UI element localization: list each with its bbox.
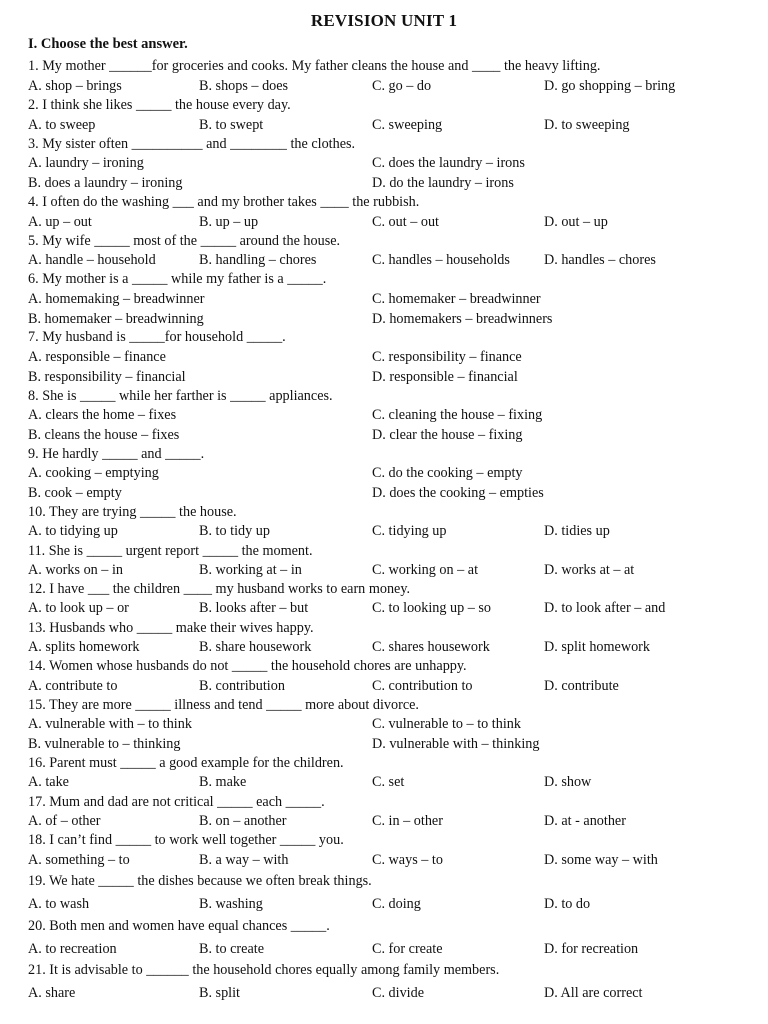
answer-option-c[interactable]: C. tidying up	[372, 523, 447, 539]
answer-option-d[interactable]: D. All are correct	[544, 985, 643, 1001]
answer-option-b[interactable]: B. contribution	[199, 678, 285, 694]
question-stem: 7. My husband is _____for household _____.	[28, 329, 286, 345]
answer-option-b[interactable]: B. on – another	[199, 813, 287, 829]
question-21	[28, 962, 748, 982]
answer-option-a[interactable]: A. works on – in	[28, 562, 123, 578]
answer-option-c[interactable]: C. in – other	[372, 813, 443, 829]
answer-option-d[interactable]: D. show	[544, 774, 592, 790]
answer-option-c[interactable]: C. to looking up – so	[372, 600, 492, 616]
question-stem: 11. She is _____ urgent report _____ the moment.	[28, 543, 313, 559]
question-6-options-row	[28, 291, 748, 311]
question-14	[28, 658, 748, 678]
question-8	[28, 388, 748, 408]
answer-option-c[interactable]: C. doing	[372, 896, 421, 912]
answer-option[interactable]: C. vulnerable to – to think	[372, 716, 521, 732]
answer-option-d[interactable]: D. to do	[544, 896, 591, 912]
answer-option[interactable]: A. clears the home – fixes	[28, 407, 177, 423]
question-19-options-row	[28, 896, 748, 916]
answer-option-b[interactable]: B. washing	[199, 896, 263, 912]
question-9-options-row	[28, 485, 748, 505]
answer-option-d[interactable]: D. handles – chores	[544, 252, 656, 268]
answer-option[interactable]: A. responsible – finance	[28, 349, 166, 365]
question-stem: 8. She is _____ while her farther is _____ appliances.	[28, 388, 333, 404]
question-10	[28, 504, 748, 524]
answer-option-c[interactable]: C. for create	[372, 941, 443, 957]
question-2-options-row	[28, 117, 748, 137]
question-stem: 10. They are trying _____ the house.	[28, 504, 237, 520]
question-stem: 4. I often do the washing ___ and my brother takes ____ the rubbish.	[28, 194, 420, 210]
answer-option-d[interactable]: D. at - another	[544, 813, 626, 829]
question-5	[28, 233, 748, 253]
question-16-options-row	[28, 774, 748, 794]
question-1-options-row	[28, 78, 748, 98]
question-stem: 14. Women whose husbands do not _____ the household chores are unhappy.	[28, 658, 467, 674]
question-10-options-row	[28, 523, 748, 543]
answer-option-c[interactable]: C. working on – at	[372, 562, 479, 578]
answer-option-c[interactable]: C. contribution to	[372, 678, 473, 694]
answer-option-c[interactable]: C. go – do	[372, 78, 432, 94]
question-21-options-row	[28, 985, 748, 1005]
answer-option-c[interactable]: C. ways – to	[372, 852, 443, 868]
answer-option-d[interactable]: D. to sweeping	[544, 117, 630, 133]
question-9-options-row	[28, 465, 748, 485]
answer-option-d[interactable]: D. go shopping – bring	[544, 78, 676, 94]
answer-option[interactable]: B. vulnerable to – thinking	[28, 736, 181, 752]
question-3-options-row	[28, 155, 748, 175]
answer-option-d[interactable]: D. split homework	[544, 639, 651, 655]
answer-option[interactable]: B. cleans the house – fixes	[28, 427, 180, 443]
answer-option[interactable]: D. responsible – financial	[372, 369, 518, 385]
answer-option[interactable]: D. do the laundry – irons	[372, 175, 514, 191]
question-stem: 5. My wife _____ most of the _____ around the house.	[28, 233, 341, 249]
answer-option-a[interactable]: A. shop – brings	[28, 78, 122, 94]
question-7-options-row	[28, 349, 748, 369]
answer-option-d[interactable]: D. to look after – and	[544, 600, 666, 616]
answer-option-b[interactable]: B. to swept	[199, 117, 264, 133]
answer-option-b[interactable]: B. working at – in	[199, 562, 302, 578]
question-3-options-row	[28, 175, 748, 195]
answer-option[interactable]: A. homemaking – breadwinner	[28, 291, 205, 307]
answer-option-a[interactable]: A. to sweep	[28, 117, 96, 133]
question-11-options-row	[28, 562, 748, 582]
section-heading: I. Choose the best answer.	[28, 36, 188, 52]
answer-option-b[interactable]: B. up – up	[199, 214, 259, 230]
question-stem: 18. I can’t find _____ to work well together _____ you.	[28, 832, 344, 848]
answer-option-b[interactable]: B. share housework	[199, 639, 312, 655]
question-3	[28, 136, 748, 156]
question-15-options-row	[28, 716, 748, 736]
question-20-options-row	[28, 941, 748, 961]
answer-option-a[interactable]: A. handle – household	[28, 252, 156, 268]
answer-option[interactable]: A. laundry – ironing	[28, 155, 144, 171]
answer-option[interactable]: B. homemaker – breadwinning	[28, 311, 204, 327]
answer-option-a[interactable]: A. up – out	[28, 214, 92, 230]
question-18	[28, 832, 748, 852]
answer-option-b[interactable]: B. shops – does	[199, 78, 289, 94]
question-11	[28, 543, 748, 563]
question-stem: 1. My mother ______for groceries and cooks. My father cleans the house and ____ the heavy lifting.	[28, 58, 601, 74]
question-15-options-row	[28, 736, 748, 756]
answer-option-c[interactable]: C. set	[372, 774, 405, 790]
answer-option-c[interactable]: C. sweeping	[372, 117, 443, 133]
question-16	[28, 755, 748, 775]
question-20	[28, 918, 748, 938]
question-stem: 9. He hardly _____ and _____.	[28, 446, 205, 462]
question-stem: 2. I think she likes _____ the house every day.	[28, 97, 291, 113]
answer-option[interactable]: C. does the laundry – irons	[372, 155, 525, 171]
answer-option-d[interactable]: D. contribute	[544, 678, 619, 694]
question-13	[28, 620, 748, 640]
answer-option-b[interactable]: B. a way – with	[199, 852, 289, 868]
answer-option-b[interactable]: B. make	[199, 774, 247, 790]
answer-option-c[interactable]: C. handles – households	[372, 252, 510, 268]
answer-option-a[interactable]: A. share	[28, 985, 76, 1001]
answer-option[interactable]: D. homemakers – breadwinners	[372, 311, 553, 327]
question-18-options-row	[28, 852, 748, 872]
answer-option-b[interactable]: B. handling – chores	[199, 252, 317, 268]
question-15	[28, 697, 748, 717]
question-17-options-row	[28, 813, 748, 833]
question-stem: 3. My sister often __________ and ________ the clothes.	[28, 136, 356, 152]
question-stem: 13. Husbands who _____ make their wives happy.	[28, 620, 314, 636]
question-5-options-row	[28, 252, 748, 272]
question-14-options-row	[28, 678, 748, 698]
answer-option[interactable]: D. vulnerable with – thinking	[372, 736, 540, 752]
answer-option-a[interactable]: A. to wash	[28, 896, 90, 912]
answer-option[interactable]: C. cleaning the house – fixing	[372, 407, 543, 423]
question-1	[28, 58, 748, 78]
question-stem: 17. Mum and dad are not critical _____ each _____.	[28, 794, 325, 810]
question-2	[28, 97, 748, 117]
question-12	[28, 581, 748, 601]
page-title: REVISION UNIT 1	[310, 11, 458, 30]
question-stem: 19. We hate _____ the dishes because we often break things.	[28, 873, 372, 889]
answer-option-d[interactable]: D. tidies up	[544, 523, 610, 539]
question-9	[28, 446, 748, 466]
question-19	[28, 873, 748, 893]
answer-option-a[interactable]: A. contribute to	[28, 678, 118, 694]
answer-option[interactable]: C. do the cooking – empty	[372, 465, 523, 481]
question-4-options-row	[28, 214, 748, 234]
answer-option-d[interactable]: D. some way – with	[544, 852, 658, 868]
question-stem: 16. Parent must _____ a good example for the children.	[28, 755, 344, 771]
question-stem: 6. My mother is a _____ while my father is a _____.	[28, 271, 327, 287]
answer-option-d[interactable]: D. works at – at	[544, 562, 635, 578]
question-8-options-row	[28, 407, 748, 427]
answer-option-a[interactable]: A. take	[28, 774, 69, 790]
question-7-options-row	[28, 369, 748, 389]
answer-option[interactable]: B. cook – empty	[28, 485, 122, 501]
answer-option-b[interactable]: B. to tidy up	[199, 523, 270, 539]
question-8-options-row	[28, 427, 748, 447]
answer-option[interactable]: C. responsibility – finance	[372, 349, 522, 365]
question-stem: 12. I have ___ the children ____ my husband works to earn money.	[28, 581, 411, 597]
answer-option-d[interactable]: D. for recreation	[544, 941, 639, 957]
question-17	[28, 794, 748, 814]
answer-option[interactable]: A. cooking – emptying	[28, 465, 159, 481]
question-stem: 21. It is advisable to ______ the household chores equally among family members.	[28, 962, 500, 978]
answer-option-d[interactable]: D. out – up	[544, 214, 608, 230]
answer-option[interactable]: B. does a laundry – ironing	[28, 175, 183, 191]
answer-option-a[interactable]: A. splits homework	[28, 639, 140, 655]
question-stem: 15. They are more _____ illness and tend _____ more about divorce.	[28, 697, 419, 713]
answer-option-c[interactable]: C. divide	[372, 985, 425, 1001]
answer-option-c[interactable]: C. out – out	[372, 214, 440, 230]
answer-option-a[interactable]: A. to tidying up	[28, 523, 118, 539]
answer-option-a[interactable]: A. something – to	[28, 852, 130, 868]
answer-option[interactable]: B. responsibility – financial	[28, 369, 186, 385]
answer-option-b[interactable]: B. looks after – but	[199, 600, 309, 616]
question-4	[28, 194, 748, 214]
answer-option-a[interactable]: A. to look up – or	[28, 600, 129, 616]
answer-option-a[interactable]: A. of – other	[28, 813, 101, 829]
question-12-options-row	[28, 600, 748, 620]
question-stem: 20. Both men and women have equal chances _____.	[28, 918, 330, 934]
question-6-options-row	[28, 311, 748, 331]
question-6	[28, 271, 748, 291]
answer-option-a[interactable]: A. to recreation	[28, 941, 117, 957]
answer-option[interactable]: D. clear the house – fixing	[372, 427, 523, 443]
answer-option-b[interactable]: B. to create	[199, 941, 264, 957]
answer-option[interactable]: A. vulnerable with – to think	[28, 716, 192, 732]
question-13-options-row	[28, 639, 748, 659]
answer-option-c[interactable]: C. shares housework	[372, 639, 490, 655]
answer-option[interactable]: D. does the cooking – empties	[372, 485, 544, 501]
answer-option[interactable]: C. homemaker – breadwinner	[372, 291, 541, 307]
question-7	[28, 329, 748, 349]
answer-option-b[interactable]: B. split	[199, 985, 240, 1001]
